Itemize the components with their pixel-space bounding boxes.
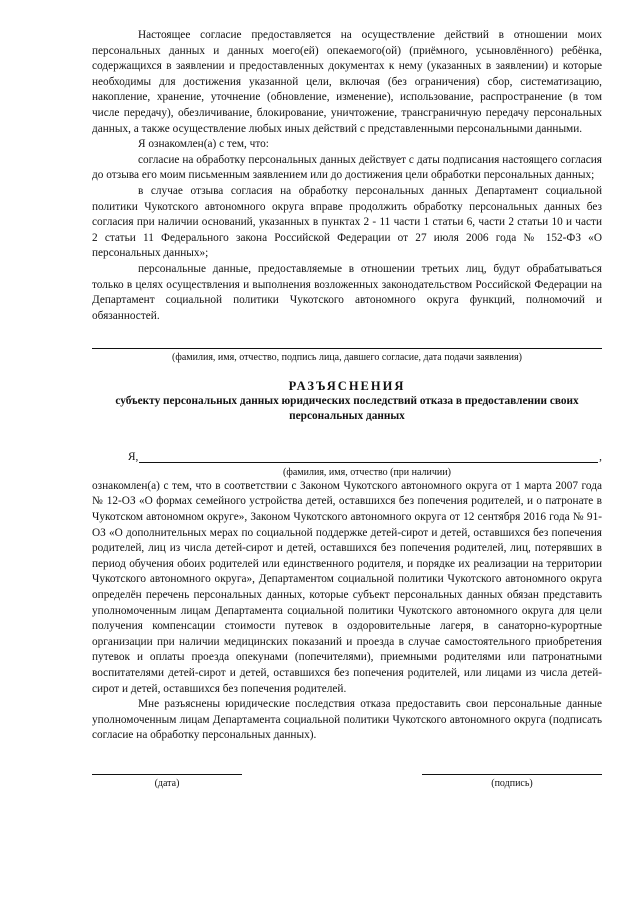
signature-label: (подпись) <box>491 777 533 789</box>
date-field <box>92 774 242 790</box>
explanation-subheading: субъекту персональных данных юридических последствий отказа в предоставлении своих персональных данных <box>115 395 579 423</box>
explanation-heading: РАЗЪЯСНЕНИЯ <box>288 379 406 394</box>
consent-paragraph-validity: согласие на обработку персональных данных действует с даты подписания настоящего согласия до отзыва его моим письменным заявлением или до достижения цели обработки персональных данных; <box>92 153 602 182</box>
consent-paragraph-third-parties: персональные данные, предоставляемые в отношении третьих лиц, будут обрабатываться только в целях осуществления и выполнения возложенных законодательством Российской Федерации на Департамент социальной политики Чукотского автономного округа функций, полномочий и обязанностей. <box>92 262 602 322</box>
signature-field <box>422 774 602 790</box>
signature-block <box>92 774 602 790</box>
date-label: (дата) <box>154 777 180 789</box>
name-field-caption: (фамилия, имя, отчество (при наличии) <box>283 466 451 478</box>
name-field-prefix: Я, <box>128 451 139 464</box>
signature-line <box>422 774 602 775</box>
consent-signature-caption: (фамилия, имя, отчество, подпись лица, давшего согласие, дата подачи заявления) <box>172 352 522 364</box>
name-field-line <box>139 462 598 463</box>
consent-paragraph-acknowledged: Я ознакомлен(а) с тем, что: <box>138 138 269 151</box>
name-field-row <box>92 450 602 466</box>
consent-signature-line <box>92 348 602 349</box>
name-field-suffix: , <box>599 451 602 464</box>
consent-paragraph-scope: Настоящее согласие предоставляется на осуществление действий в отношении моих персональных данных и данных моего(ей) опекаемого(ой) (приёмного, усыновлённого) ребёнка, содержащихся в заявлении и предоставленных документах к нему (указанных в заявлении) и которые необходимы для достижения указанной цели, включая (без ограничения) сбор, систематизацию, накопление, хранение, уточнение (обновление, изменение), использование, распространение (в том числе передачу), обезличивание, блокирование, уничтожение, трансграничную передачу персональных данных, а также осуществление любых иных действий с представленными персональными данными. <box>92 29 602 135</box>
date-line <box>92 774 242 775</box>
document-page <box>92 28 602 790</box>
explanation-body: ознакомлен(а) с тем, что в соответствии с Законом Чукотского автономного округа от 1 марта 2007 года № 12-ОЗ «О формах семейного устройства детей, оставшихся без попечения родителей, и о патронате в Чукотском автономном округе», Законом Чукотского автономного округа от 12 сентября 2016 года № 91-ОЗ «О дополнительных мерах по социальной поддержке детей-сирот и детей, оставшихся без попечения родителей, лиц из числа детей-сирот и детей, оставшихся без попечения родителей, лиц, потерявших в период обучения обоих родителей или единственного родителя, и порядке их реализации на территории Чукотского автономного округа», Департаментом социальной политики Чукотского автономного округа определён перечень персональных данных, которые субъект персональных данных обязан представить уполномоченным лицам Департамента социальной политики Чукотского автономного округа для цели получения компенсации стоимости путевок в оздоровительные лагеря, в санаторно-курортные организации при наличии медицинских показаний и проезда в случае самостоятельного приобретения путевок и оплаты проезда опекунами (попечителями), приемными родителями или патронатными воспитателями детей-сирот и детей, оставшихся без попечения родителей, или лицами из числа детей-сирот и детей, оставшихся без попечения родителей. <box>92 479 602 695</box>
consent-paragraph-revocation: в случае отзыва согласия на обработку персональных данных Департамент социальной политики Чукотского автономного округа вправе продолжить обработку персональных данных без согласия при наличии оснований, указанных в пунктах 2 - 11 части 1 статьи 6, части 2 статьи 10 и части 2 статьи 11 Федерального закона Российской Федерации от 27 июля 2006 года № 152-ФЗ «О персональных данных»; <box>92 184 602 260</box>
explanation-closing: Мне разъяснены юридические последствия отказа предоставить свои персональные данные уполномоченным лицам Департамента социальной политики Чукотского автономного округа (подписать согласие на обработку персональных данных). <box>92 698 602 742</box>
